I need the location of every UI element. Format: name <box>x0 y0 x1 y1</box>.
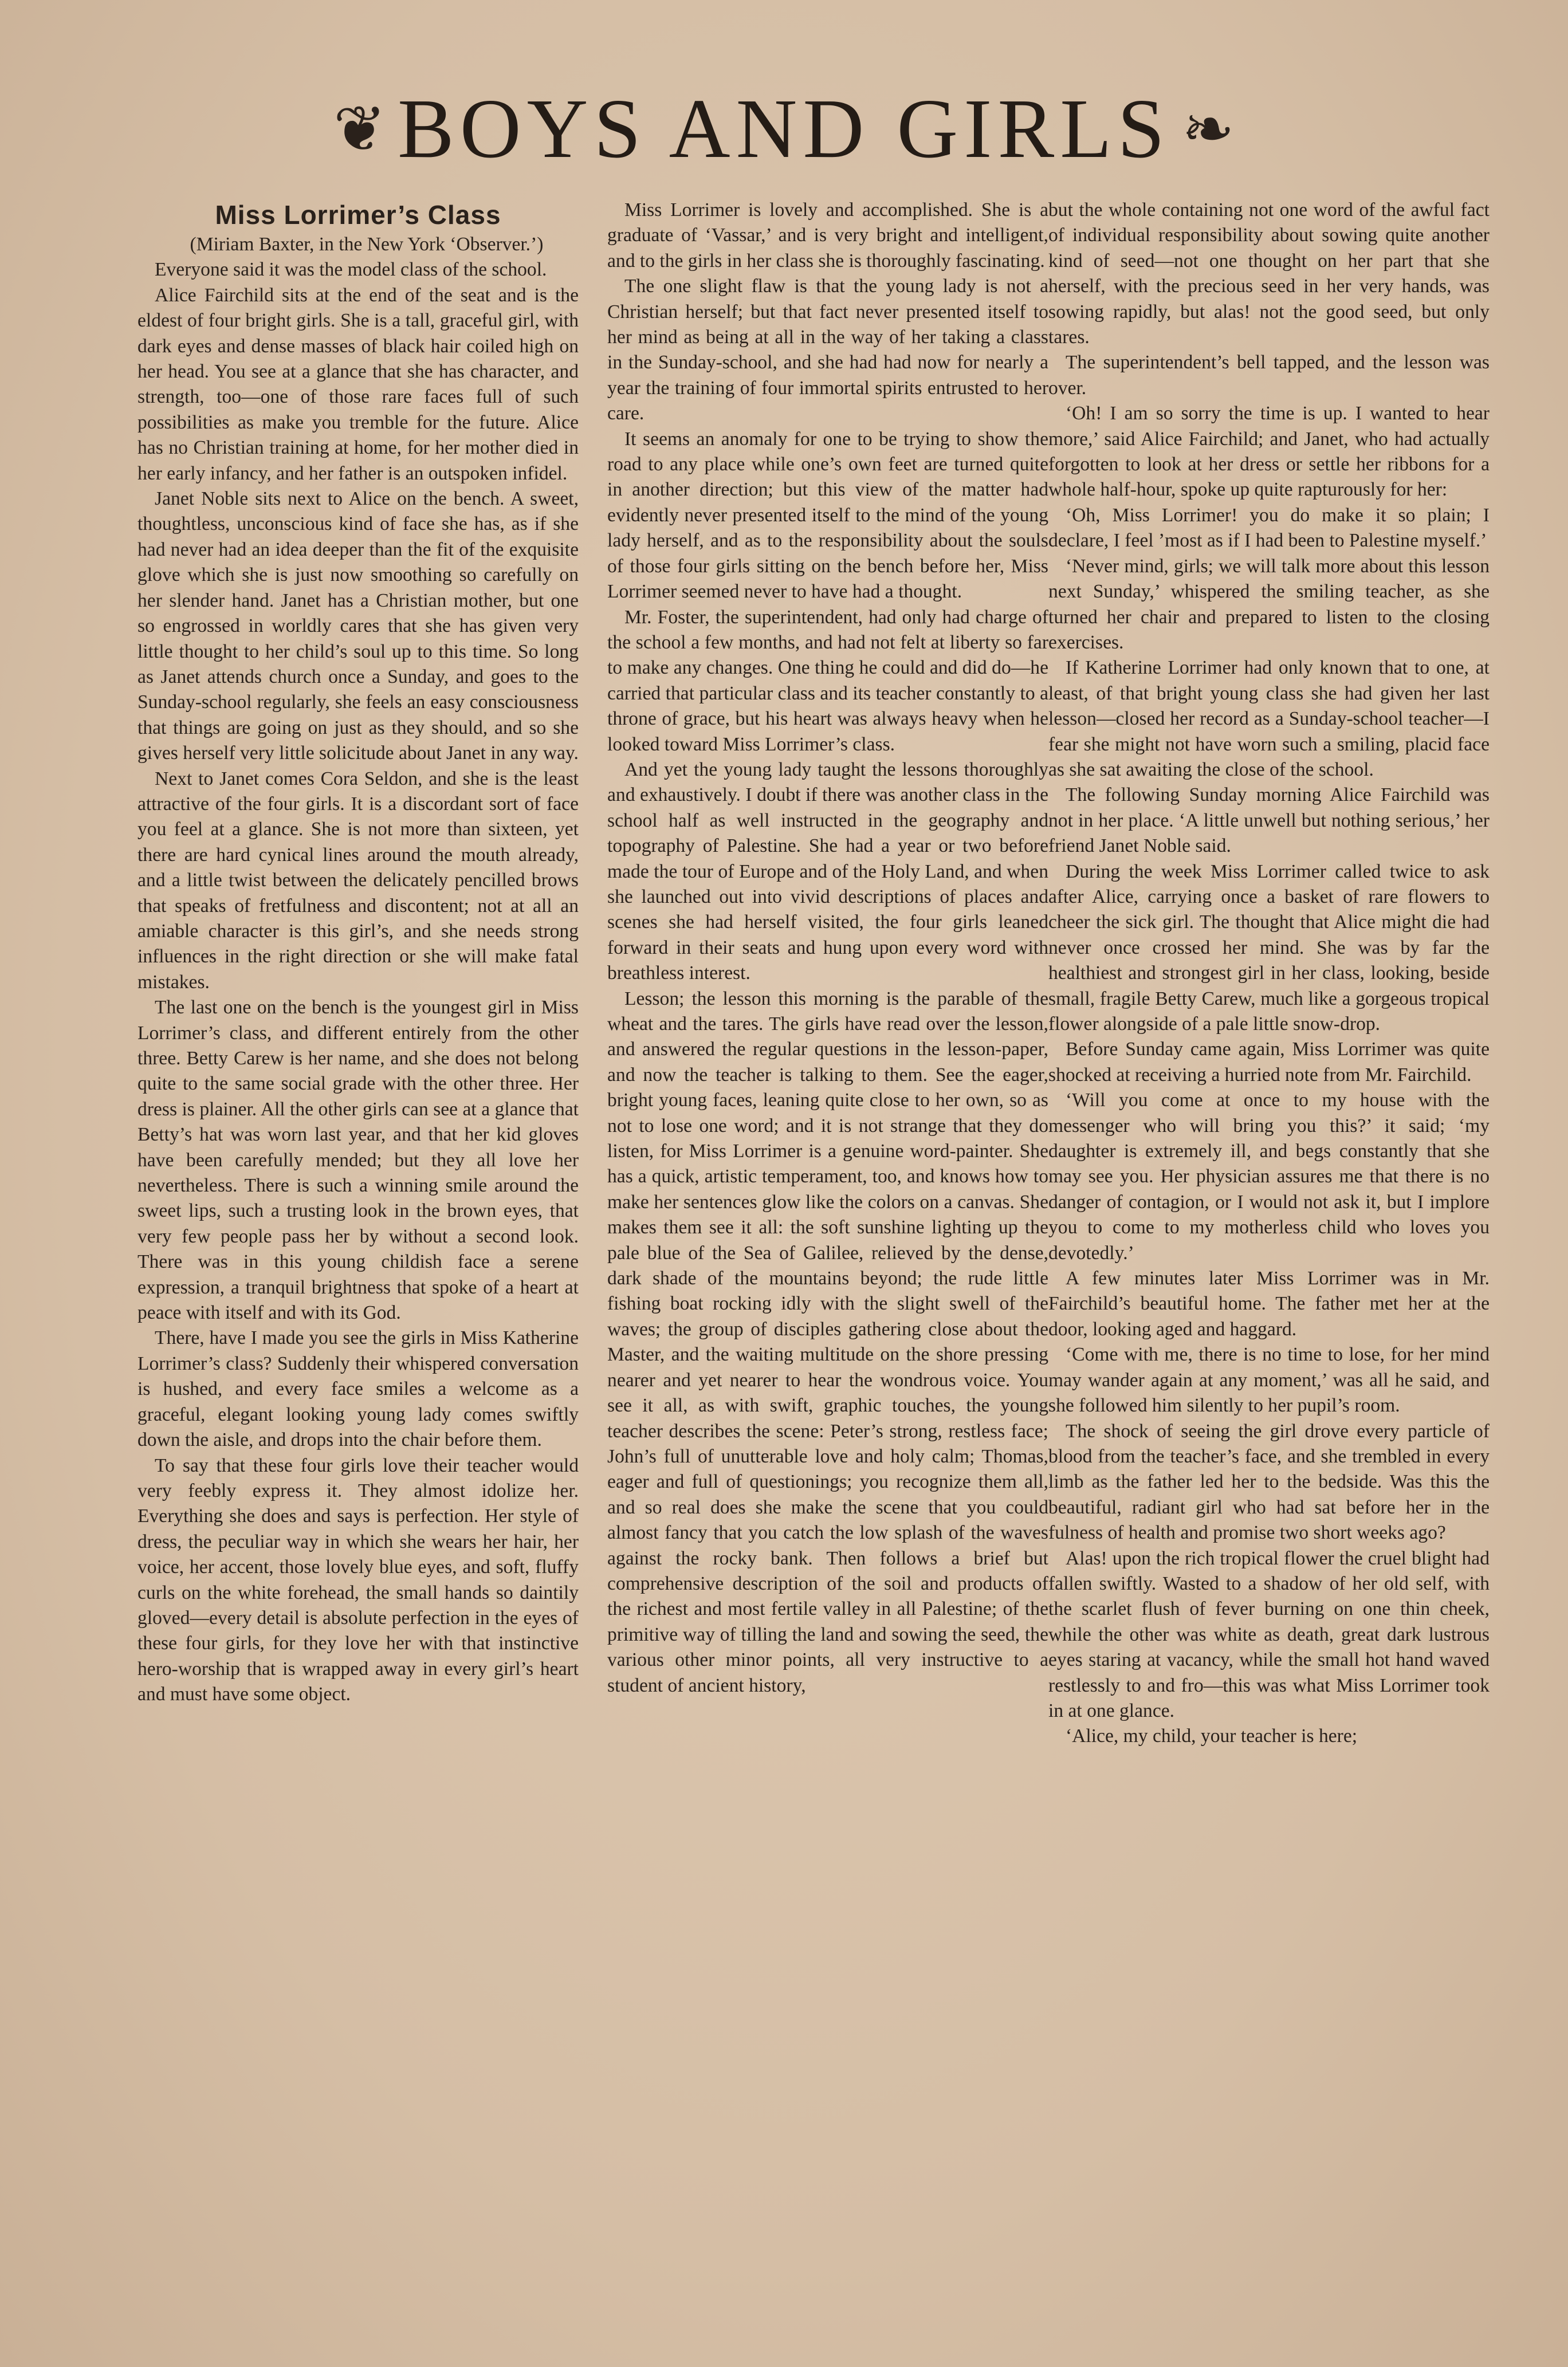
column-1 <box>137 198 579 2289</box>
paragraph: The superintendent’s bell tapped, and the lesson was over. <box>1048 352 1490 399</box>
paragraph: The shock of seeing the girl drove every particle of blood from the teacher’s face, and she trembled in every limb as the father led her to the bedside. Was this the beautiful, radiant girl who had sat before her in the fulness of health and promise two short weeks ago? <box>1048 1420 1490 1544</box>
paragraph: Miss Lorrimer is lovely and accomplished. She is a graduate of ‘Vassar,’ and is very bright and intelligent, and to the girls in her class she is thoroughly fascinating. <box>607 199 1048 272</box>
paragraph: ‘Alice, my child, your teacher is here; <box>1066 1725 1358 1747</box>
ornament-left-icon: ❦ <box>333 92 387 166</box>
paragraph: ‘Oh, Miss Lorrimer! you do make it so plain; I declare, I feel ’most as if I had been to Palestine myself.’ <box>1048 504 1490 552</box>
paragraph: It seems an anomaly for one to be trying to show the road to any place while one’s own feet are turned quite in another direction; but this view of the matter had evidently never presented itself to the mind of the young lady herself, and as to the responsibility about the souls of those four girls sitting on the bench before her, Miss Lorrimer seemed never to have had a thought. <box>607 428 1048 603</box>
paragraph: To say that these four girls love their teacher would very feebly express it. They almost idolize her. Everything she does and says is perfection. Her style of dress, the peculiar way in which she wears her hair, her voice, her accent, those lovely blue eyes, and soft, fluffy curls on the white forehead, the small hands so daintily gloved—every detail is absolute perfection in the eyes of these four girls, for they love her with that instinctive hero-worship that is wrapped away in every girl’s heart and must have some object. <box>137 1454 579 1705</box>
paragraph: Janet Noble sits next to Alice on the bench. A sweet, thoughtless, unconscious kind of face she has, as if she had never had an idea deeper than the fit of the exquisite glove which she is just now smoothing so carefully on her slender hand. Janet has a Christian mother, but one so engrossed in worldly cares that she has given very little thought to her child’s soul up to this time. So long as Janet attends church once a Sunday, and goes to the Sunday-school regularly, she feels an easy consciousness that things are going on just as they should, and so she gives herself very little solicitude about Janet in any way. <box>137 488 579 764</box>
article-credit: (Miriam Baxter, in the New York ‘Observer.’) <box>190 234 544 255</box>
paragraph: but the whole containing not one word of the awful fact of individual responsibility about sowing quite another kind of seed—not one thought on her part that she herself, with the precious seed in her very hands, was sowing rapidly, but alas! not the good seed, but only tares. <box>1048 199 1490 348</box>
paragraph: The last one on the bench is the youngest girl in Miss Lorrimer’s class, and different entirely from the other three. Betty Carew is her name, and she does not belong quite to the same social grade with the other three. Her dress is plainer. All the other girls can see at a glance that Betty’s hat was worn last year, and that her kid gloves have been carefully mended; but they all love her nevertheless. There is such a winning smile around the sweet lips, such a trusting look in the brown eyes, that very few people pass her by without a second look. There was in this young childish face a serene expression, a tranquil brightness that spoke of a heart at peace with itself and with its God. <box>137 997 579 1324</box>
paragraph: If Katherine Lorrimer had only known that to one, at least, of that bright young class she had given her last lesson—closed her record as a Sunday-school teacher—I fear she might not have worn such a smiling, placid face as she sat awaiting the close of the school. <box>1048 657 1490 780</box>
paragraph: ‘Will you come at once to my house with the messenger who will bring you this?’ it said; ‘my daughter is extremely ill, and begs constantly that she may see you. Her physician assures me that there is no danger of contagion, or I would not ask it, but I implore you to come to my motherless child who loves you devotedly.’ <box>1048 1090 1490 1264</box>
paragraph: Next to Janet comes Cora Seldon, and she is the least attractive of the four girls. It is a discordant sort of face you feel at a glance. She is not more than sixteen, yet there are hard cynical lines around the mouth already, and a little twist between the delicately pencilled brows that speaks of fretfulness and discontent; not at all an amiable character is this girl’s, and she needs strong influences in the right direction or she will make fatal mistakes. <box>137 768 579 993</box>
masthead <box>0 82 1568 176</box>
column-3 <box>1048 198 1490 2289</box>
paragraph: Mr. Foster, the superintendent, had only had charge of the school a few months, and had not felt at liberty so far to make any changes. One thing he could and did do—he carried that particular class and its teacher constantly to a throne of grace, but his heart was always heavy when he looked toward Miss Lorrimer’s class. <box>607 606 1048 755</box>
paragraph: ‘Never mind, girls; we will talk more about this lesson next Sunday,’ whispered the smiling teacher, as she turned her chair and prepared to listen to the closing exercises. <box>1048 555 1490 653</box>
paragraph: There, have I made you see the girls in Miss Katherine Lorrimer’s class? Suddenly their whispered conversation is hushed, and every face smiles a welcome as a graceful, elegant looking young lady comes swiftly down the aisle, and drops into the chair before them. <box>137 1327 579 1451</box>
paragraph: A few minutes later Miss Lorrimer was in Mr. Fairchild’s beautiful home. The father met her at the door, looking aged and haggard. <box>1048 1268 1490 1340</box>
paragraph: ‘Come with me, there is no time to lose, for her mind may wander again at any moment,’ was all he said, and she followed him silently to her pupil’s room. <box>1048 1344 1490 1417</box>
section-title: BOYS AND GIRLS <box>398 82 1170 176</box>
ornament-right-icon: ❧ <box>1181 92 1235 166</box>
paragraph: The one slight flaw is that the young lady is not a Christian herself; but that fact never presented itself to her mind as being at all in the way of her taking a class in the Sunday-school, and she had had now for nearly a year the training of four immortal spirits entrusted to her care. <box>607 276 1048 424</box>
column-2 <box>607 198 1048 2289</box>
article-title: Miss Lorrimer’s Class <box>215 200 501 230</box>
paragraph: Everyone said it was the model class of the school. <box>155 259 547 281</box>
paragraph: During the week Miss Lorrimer called twice to ask after Alice, carrying once a basket of rare flowers to cheer the sick girl. The thought that Alice might die had never once crossed her mind. She was by far the healthiest and strongest girl in her class, looking, beside small, fragile Betty Carew, much like a gorgeous tropical flower alongside of a pale little snow-drop. <box>1048 860 1490 1035</box>
paragraph: The following Sunday morning Alice Fairchild was not in her place. ‘A little unwell but nothing serious,’ her friend Janet Noble said. <box>1048 784 1490 857</box>
paragraph: Lesson; the lesson this morning is the parable of the wheat and the tares. The girls have read over the lesson, and answered the regular questions in the lesson-paper, and now the teacher is talking to them. See the eager, bright young faces, leaning quite close to her own, so as not to lose one word; and it is not strange that they do listen, for Miss Lorrimer is a genuine word-painter. She has a quick, artistic temperament, too, and knows how to make her sentences glow like the colors on a canvas. She makes them see it all: the soft sunshine lighting up the pale blue of the Sea of Galilee, relieved by the dense, dark shade of the mountains beyond; the rude little fishing boat rocking idly with the slight swell of the waves; the group of disciples gathering close about the Master, and the waiting multitude on the shore pressing nearer and yet nearer to hear the wondrous voice. You see it all, as with swift, graphic touches, the young teacher describes the scene: Peter’s strong, restless face; John’s full of unutterable love and holy calm; Thomas, eager and full of questionings; you recognize them all, and so real does she make the scene that you could almost fancy that you catch the low splash of the waves against the rocky bank. Then follows a brief but comprehensive description of the soil and products of the richest and most fertile valley in all Palestine; of the primitive way of tilling the land and sowing the seed, the various other minor points, all very instructive to a student of ancient history, <box>607 988 1048 1696</box>
paragraph: Before Sunday came again, Miss Lorrimer was quite shocked at receiving a hurried note from Mr. Fairchild. <box>1048 1039 1490 1086</box>
paragraph: ‘Oh! I am so sorry the time is up. I wanted to hear more,’ said Alice Fairchild; and Janet, who had actually forgotten to look at her dress or settle her ribbons for a whole half-hour, spoke up quite rapturously for her: <box>1048 403 1490 501</box>
paragraph: Alice Fairchild sits at the end of the seat and is the eldest of four bright girls. She is a tall, graceful girl, with dark eyes and dense masses of black hair coiled high on her head. You see at a glance that she has character, and strength, too—one of those rare faces full of such possibilities as make you tremble for the future. Alice has no Christian training at home, for her mother died in her early infancy, and her father is an outspoken infidel. <box>137 284 579 484</box>
paragraph: Alas! upon the rich tropical flower the cruel blight had fallen swiftly. Wasted to a shadow of her old self, with the scarlet flush of fever burning on one thin cheek, while the other was white as death, great dark lustrous eyes staring at vacancy, while the small hot hand waved restlessly to and fro—this was what Miss Lorrimer took in at one glance. <box>1048 1547 1490 1721</box>
paragraph: And yet the young lady taught the lessons thoroughly and exhaustively. I doubt if there was another class in the school half as well instructed in the geography and topography of Palestine. She had a year or two before made the tour of Europe and of the Holy Land, and when she launched out into vivid descriptions of places and scenes she had herself visited, the four girls leaned forward in their seats and hung upon every word with breathless interest. <box>607 758 1048 984</box>
